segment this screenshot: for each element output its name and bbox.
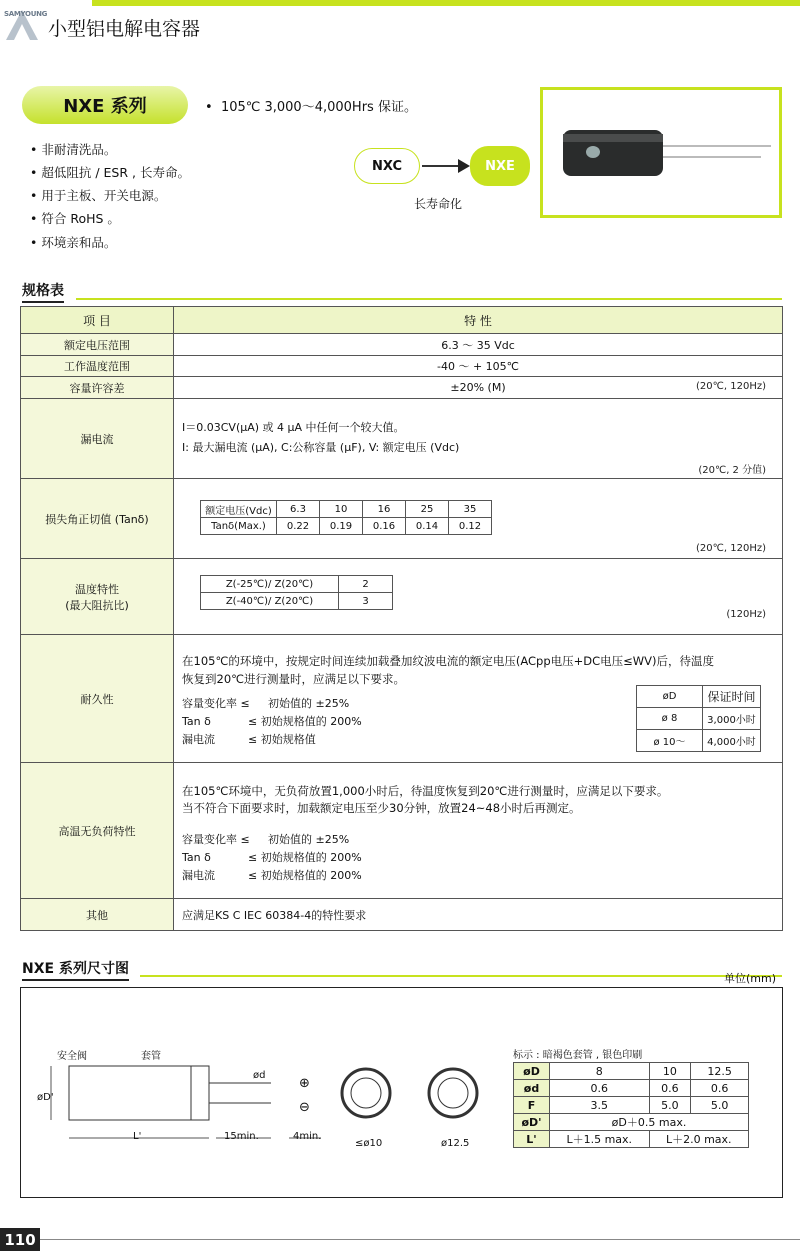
- safety-vent-label: 安全阀: [57, 1051, 87, 1062]
- table-row: [21, 635, 783, 763]
- table-row: [21, 356, 783, 377]
- guarantee-text: • 105℃ 3,000～4,000Hrs 保证。: [205, 100, 417, 115]
- cap-tolerance-cell: [174, 377, 783, 399]
- endurance-item-3: 漏电流 ≤ 初始规格值: [182, 733, 316, 746]
- flow-arrow-line: [422, 165, 460, 167]
- dimension-title-rule: [140, 975, 782, 977]
- feature-3: • 用于主板、开关电源。: [30, 188, 167, 203]
- table-row: [21, 559, 783, 635]
- footer-rule: [40, 1239, 800, 1240]
- tempchar-cell: [174, 559, 783, 635]
- page-title: 小型铝电解电容器: [48, 18, 201, 40]
- dia125-label: ø12.5: [441, 1138, 470, 1149]
- tempchar-label: 温度特性 (最大阻抗比): [21, 559, 174, 635]
- cap-tolerance-note: (20℃, 120Hz): [696, 381, 766, 392]
- dimension-drawing-box: [20, 987, 783, 1198]
- temp-range-value: -40 ～ + 105℃: [174, 356, 783, 377]
- col-characteristic: 特 性: [174, 307, 783, 334]
- d-prime-label: øD': [37, 1092, 54, 1103]
- tempchar-note: (120Hz): [726, 609, 766, 620]
- shelf-item-2: Tan δ ≤ 初始规格值的 200%: [182, 851, 362, 864]
- tan-label: 损失角正切值 (Tanδ): [21, 479, 174, 559]
- tan-cell: [174, 479, 783, 559]
- table-row: [21, 334, 783, 356]
- capacitor-drawing: [31, 1038, 501, 1158]
- table-row: [21, 399, 783, 479]
- other-value: 应满足KS C IEC 60384-4的特性要求: [174, 899, 783, 931]
- flow-from: NXC: [354, 148, 420, 184]
- rated-voltage-value: 6.3 ～ 35 Vdc: [174, 334, 783, 356]
- dimension-section-title: NXE 系列尺寸图: [22, 958, 129, 981]
- table-row: [21, 479, 783, 559]
- lead-dia-label: ød: [253, 1070, 266, 1081]
- spec-title-rule: [76, 298, 782, 300]
- lead-bend-label: 4min.: [293, 1131, 322, 1142]
- tempchar-table: Z(-25℃)/ Z(20℃) 2 Z(-40℃)/ Z(20℃) 3: [200, 575, 393, 610]
- endurance-label: 耐久性: [21, 635, 174, 763]
- flow-to: NXE: [470, 146, 530, 186]
- top-accent-bar: [92, 0, 800, 6]
- leakage-note: (20℃, 2 分值): [698, 465, 766, 476]
- endurance-item-1: 容量变化率 ≤ 初始值的 ±25%: [182, 697, 350, 710]
- tan-note: (20℃, 120Hz): [696, 543, 766, 554]
- col-item: 项 目: [21, 307, 174, 334]
- shelf-item-1: 容量变化率 ≤ 初始值的 ±25%: [182, 833, 350, 846]
- leakage-line1: I＝0.03CV(μA) 或 4 μA 中任何一个较大值。: [182, 421, 405, 434]
- product-photo-frame: [540, 87, 782, 218]
- plus-icon: ⊕: [299, 1076, 310, 1091]
- lead-length-label: 15min.: [224, 1131, 259, 1142]
- minus-icon: ⊖: [299, 1100, 310, 1115]
- shelf-label: 高温无负荷特性: [21, 763, 174, 899]
- series-badge: NXE 系列: [22, 86, 188, 124]
- feature-1: • 非耐清洗品。: [30, 142, 117, 157]
- cap-tolerance-value: ±20% (M): [450, 381, 506, 394]
- leakage-line2: I: 最大漏电流 (μA), C:公称容量 (μF), V: 额定电压 (Vdc): [182, 441, 460, 454]
- logo-text: SAMYOUNG: [4, 10, 48, 18]
- table-row: [21, 899, 783, 931]
- tan-table: 额定电压(Vdc) 6.3 10 16 25 35 Tanδ(Max.) 0.22 0.19 0.16 0.14 0.12: [200, 500, 492, 535]
- spec-table: [20, 306, 783, 931]
- sleeve-label: 套管: [141, 1051, 161, 1062]
- dia8-label: ≤ø10: [355, 1138, 383, 1149]
- capacitor-photo: [543, 90, 779, 215]
- l-prime-label: L': [133, 1131, 142, 1142]
- table-row: [21, 763, 783, 899]
- endurance-cell: 在105℃的环境中，按规定时间连续加载叠加纹波电流的额定电压(ACpp电压+DC电压≤WV)后，待温度 恢复到20℃进行测量时，应满足以下要求。 容量变化率 ≤ 初始值的 ±25% Tan δ ≤ 初始规格值的 200% 漏电流 ≤ 初始规格值 øD 保证时间 ø 8 3,000小时 ø 10～ 4,000小时: [174, 635, 783, 763]
- life-table: øD 保证时间 ø 8 3,000小时 ø 10～ 4,000小时: [636, 685, 761, 752]
- shelf-cell: 在105℃环境中，无负荷放置1,000小时后，待温度恢复到20℃进行测量时，应满足以下要求。 当不符合下面要求时，加载额定电压至少30分钟，放置24~48小时后再测定。 容量变化率 ≤ 初始值的 ±25% Tan δ ≤ 初始规格值的 200% 漏电流 ≤ 初始规格值的 200%: [174, 763, 783, 899]
- rated-voltage-label: 额定电压范围: [21, 334, 174, 356]
- table-row: [21, 377, 783, 399]
- marking-caption: 标示 : 暗褐色套管 , 银色印刷: [513, 1050, 643, 1061]
- leakage-cell: [174, 399, 783, 479]
- cap-tolerance-label: 容量许容差: [21, 377, 174, 399]
- dimension-table: øD 8 10 12.5 ød 0.6 0.6 0.6 F 3.5 5.0 5.0 øD' øD＋0.5 max. L' L＋1.5 max. L＋2.0 max.: [513, 1062, 749, 1148]
- endurance-item-2: Tan δ ≤ 初始规格值的 200%: [182, 715, 362, 728]
- page-number: 110: [0, 1228, 40, 1251]
- leakage-label: 漏电流: [21, 399, 174, 479]
- unit-label: 单位(mm): [724, 972, 777, 985]
- flow-caption: 长寿命化: [414, 197, 463, 211]
- feature-5: • 环境亲和品。: [30, 235, 117, 250]
- feature-2: • 超低阻抗 / ESR , 长寿命。: [30, 165, 190, 180]
- flow-arrow-icon: [458, 159, 470, 173]
- shelf-item-3: 漏电流 ≤ 初始规格值的 200%: [182, 869, 362, 882]
- temp-range-label: 工作温度范围: [21, 356, 174, 377]
- spec-section-title: 规格表: [22, 280, 64, 303]
- other-label: 其他: [21, 899, 174, 931]
- spec-header-row: [21, 307, 783, 334]
- feature-4: • 符合 RoHS 。: [30, 211, 120, 226]
